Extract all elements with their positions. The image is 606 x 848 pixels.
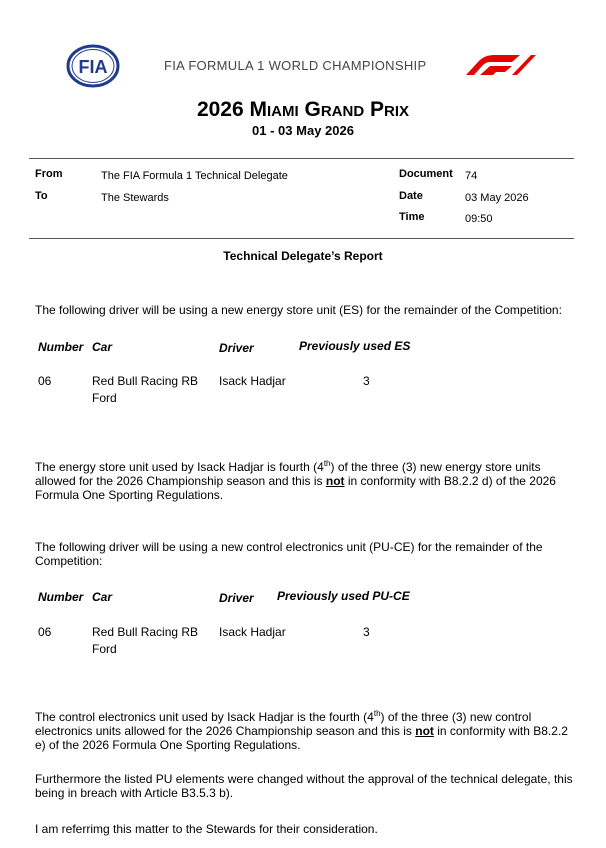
ce-statement-paragraph (35, 710, 575, 752)
ce-row-car-line1: Red Bull Racing RB (92, 625, 199, 639)
time-value: 09:50 (465, 213, 493, 225)
championship-title: FIA FORMULA 1 WORLD CHAMPIONSHIP (164, 58, 427, 73)
ce-statement-part1: The control electronics unit used by Isack Hadjar is the fourth (4 (35, 710, 374, 724)
ce-statement-sup: th (373, 709, 381, 718)
event-title-prix: Prix (370, 98, 410, 121)
fia-logo-text: FIA (78, 57, 108, 77)
es-row-prev: 3 (363, 374, 370, 388)
es-statement-part1: The energy store unit used by Isack Hadjar is fourth (4 (35, 460, 324, 474)
es-row-driver: Isack Hadjar (219, 374, 286, 388)
document-label: Document (399, 168, 453, 180)
es-header-prev: Previously used ES (299, 339, 411, 353)
es-statement-paragraph (35, 460, 575, 502)
ce-header-number: Number (38, 590, 84, 604)
f1-logo (460, 53, 536, 75)
ce-row-prev: 3 (363, 625, 370, 639)
referral-paragraph: I am referrimg this matter to the Stewards for their consideration. (35, 822, 378, 836)
es-row-car-line1: Red Bull Racing RB (92, 374, 199, 388)
ce-intro-paragraph: The following driver will be using a new control electronics unit (PU-CE) for the remainder of the Competition: (35, 540, 543, 568)
ce-header-prev: Previously used PU-CE (277, 589, 410, 603)
ce-header-driver: Driver (219, 591, 254, 605)
es-row-number: 06 (38, 374, 52, 388)
to-value: The Stewards (101, 192, 169, 204)
event-title-grand: Grand (304, 98, 365, 121)
date-label: Date (399, 190, 423, 202)
to-label: To (35, 190, 48, 202)
ce-row-number: 06 (38, 625, 52, 639)
ce-statement-not: not (415, 724, 434, 738)
es-intro-paragraph: The following driver will be using a new energy store unit (ES) for the remainder of the Competition: (35, 303, 562, 317)
from-value: The FIA Formula 1 Technical Delegate (101, 170, 288, 182)
time-label: Time (399, 211, 425, 223)
es-row-car-line2: Ford (92, 391, 117, 405)
report-title: Technical Delegate’s Report (223, 249, 383, 263)
es-statement-sup: th (323, 459, 331, 468)
header-divider-top (29, 158, 574, 159)
es-header-number: Number (38, 340, 84, 354)
es-header-driver: Driver (219, 341, 254, 355)
event-title-year: 2026 (196, 98, 244, 121)
es-statement-not: not (325, 474, 345, 488)
ce-statement-part2: ) of the three (3) new control electronics units allowed for the 2026 Championship season and this is (35, 710, 532, 738)
es-statement-part3: in conformity with B8.2.2 d) of the 2026 Formula One Sporting Regulations. (35, 474, 556, 502)
event-title-miami: Miami (249, 98, 299, 121)
es-header-car: Car (92, 340, 113, 354)
event-title (0, 98, 606, 122)
ce-header-car: Car (92, 590, 113, 604)
from-label: From (35, 168, 63, 180)
breach-paragraph: Furthermore the listed PU elements were changed without the approval of the technical delegate, this being in breach with Article B3.5.3 b). (35, 772, 573, 800)
document-value: 74 (465, 170, 478, 182)
ce-row-driver: Isack Hadjar (219, 625, 286, 639)
fia-logo (66, 44, 120, 88)
es-statement-part2: ) of the three (3) new energy store units allowed for the 2026 Championship season and this is (35, 460, 541, 488)
event-dates: 01 - 03 May 2026 (252, 123, 354, 138)
ce-statement-part3: in conformity with B8.2.2 e) of the 2026 Formula One Sporting Regulations. (35, 724, 568, 752)
ce-row-car-line2: Ford (92, 642, 117, 656)
date-value: 03 May 2026 (465, 192, 529, 204)
header-divider-bottom (29, 238, 574, 239)
